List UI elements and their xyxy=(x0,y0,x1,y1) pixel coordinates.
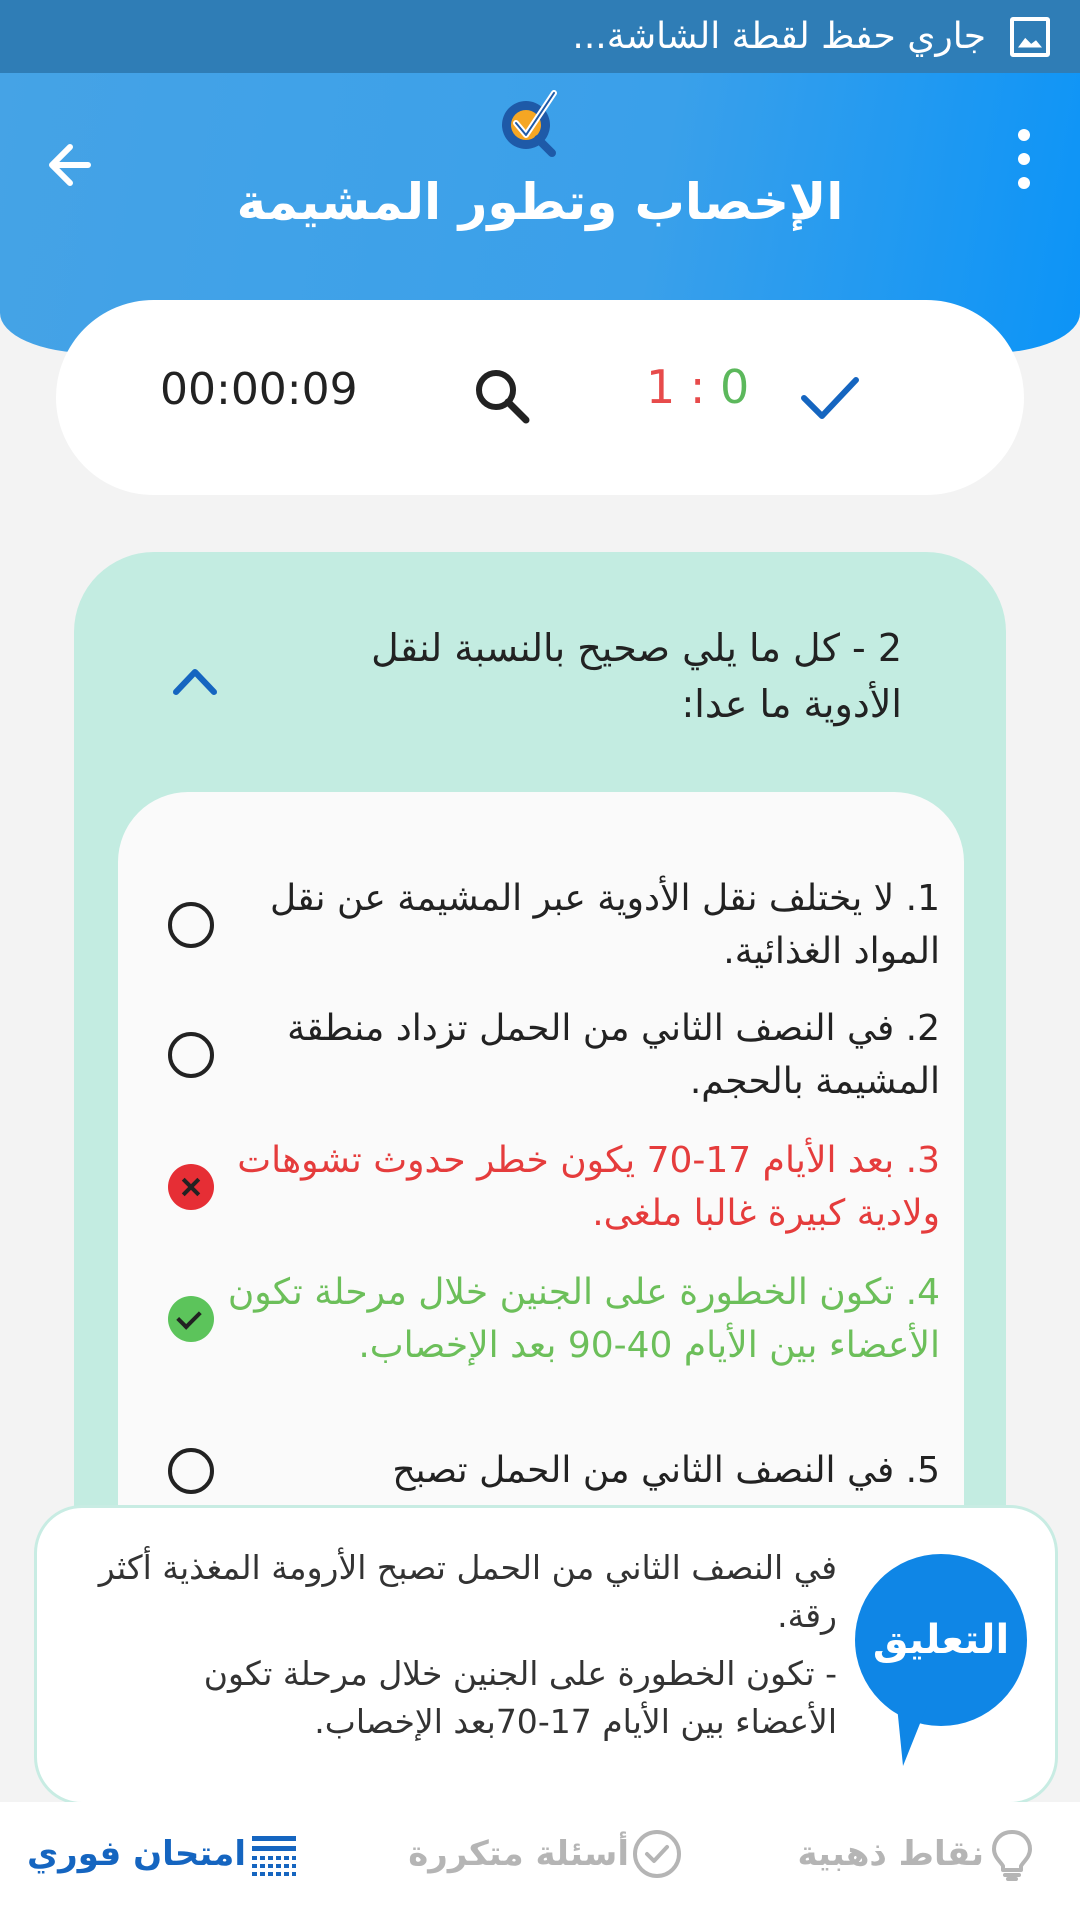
comment-paragraph: في النصف الثاني من الحمل تصبح الأرومة المغذية أكثر رقة. xyxy=(98,1548,837,1635)
question-card xyxy=(74,552,1006,1652)
comment-paragraph: - تكون الخطورة على الجنين خلال مرحلة تكون الأعضاء بين الأيام 17-70بعد الإخصاب. xyxy=(203,1654,837,1741)
score-counter xyxy=(646,360,749,414)
exam-list-icon xyxy=(246,1826,302,1882)
quiz-info-card xyxy=(56,300,1024,495)
status-text: جاري حفظ لقطة الشاشة... xyxy=(572,16,986,57)
option-4[interactable] xyxy=(140,1266,940,1372)
option-text: 4. تكون الخطورة على الجنين خلال مرحلة تكون الأعضاء بين الأيام 40-90 بعد الإخصاب. xyxy=(227,1272,940,1366)
option-1[interactable] xyxy=(140,872,940,978)
nav-instant-exam[interactable] xyxy=(7,1826,302,1882)
option-text: 1. لا يختلف نقل الأدوية عبر المشيمة عن نقل المواد الغذائية. xyxy=(270,878,940,972)
nav-repeated-questions[interactable] xyxy=(388,1826,685,1882)
timer: 00:00:09 xyxy=(160,364,358,415)
correct-answer-icon[interactable] xyxy=(168,1296,214,1342)
radio-unselected-icon[interactable] xyxy=(168,902,214,948)
option-5[interactable] xyxy=(140,1444,940,1497)
check-circle-icon xyxy=(629,1826,685,1882)
comment-badge xyxy=(855,1554,1027,1726)
status-bar xyxy=(0,0,1080,73)
score-right: 0 xyxy=(720,360,750,414)
score-wrong: 1 xyxy=(646,360,676,414)
nav-label: نقاط ذهبية xyxy=(797,1834,984,1874)
bottom-nav xyxy=(0,1802,1080,1920)
score-separator: : xyxy=(689,360,706,414)
comment-text xyxy=(97,1544,837,1746)
chevron-up-icon[interactable] xyxy=(170,662,220,698)
question-text: 2 - كل ما يلي صحيح بالنسبة لنقل الأدوية ما عدا: xyxy=(371,626,902,726)
comment-panel xyxy=(34,1505,1058,1805)
check-icon[interactable] xyxy=(798,370,862,426)
option-text: 3. بعد الأيام 17-70 يكون خطر حدوث تشوهات ولادية كبيرة غالبا ملغى. xyxy=(237,1140,940,1234)
image-icon xyxy=(1010,17,1050,57)
lightbulb-icon xyxy=(984,1826,1040,1882)
nav-label: أسئلة متكررة xyxy=(408,1834,629,1874)
option-2[interactable] xyxy=(140,1002,940,1108)
nav-golden-points[interactable] xyxy=(777,1826,1040,1882)
option-text: 5. في النصف الثاني من الحمل تصبح xyxy=(392,1450,940,1491)
search-icon[interactable] xyxy=(470,364,534,428)
option-text: 2. في النصف الثاني من الحمل تزداد منطقة المشيمة بالحجم. xyxy=(287,1008,940,1102)
radio-unselected-icon[interactable] xyxy=(168,1032,214,1078)
page-title: الإخصاب وتطور المشيمة xyxy=(236,173,844,231)
radio-unselected-icon[interactable] xyxy=(168,1448,214,1494)
more-vertical-icon[interactable] xyxy=(1012,129,1036,199)
comment-badge-label: التعليق xyxy=(872,1617,1010,1663)
option-3[interactable] xyxy=(140,1134,940,1240)
quiz-logo-icon xyxy=(494,87,564,157)
wrong-answer-icon[interactable] xyxy=(168,1164,214,1210)
nav-label: امتحان فوري xyxy=(26,1834,246,1874)
